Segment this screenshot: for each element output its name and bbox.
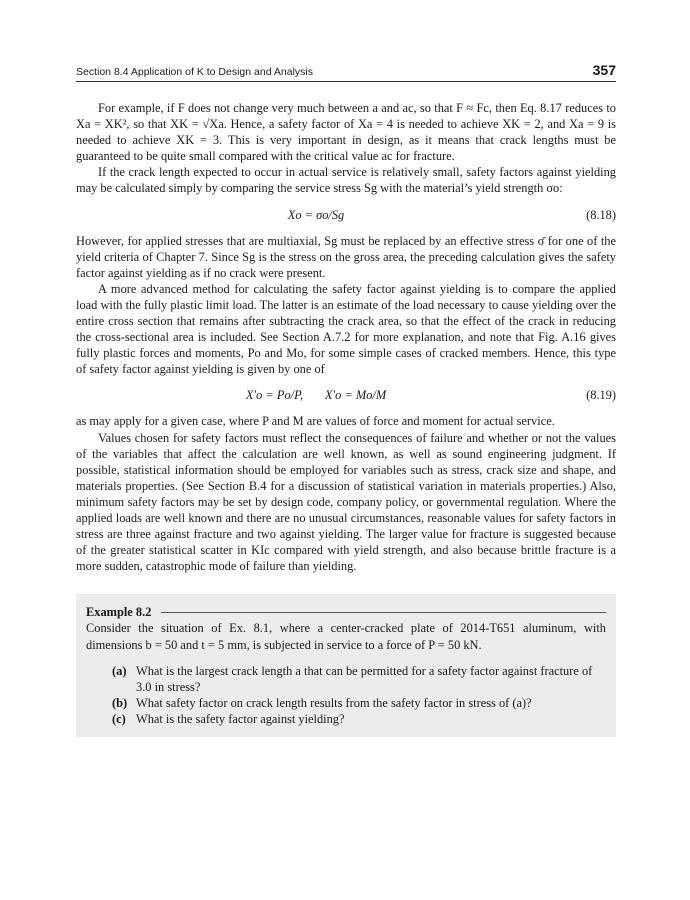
equation-8-19 — [76, 385, 616, 405]
question-label: (a) — [112, 663, 127, 678]
equation-8-19-expression — [76, 387, 556, 403]
paragraph-example-ratio: For example, if F does not change very much between a and ac, so that F ≈ Fc, then Eq. 8.17 reduces to Xa = XK², so that XK = √Xa. Hence, a safety factor of Xa = 4 is needed to achieve XK = 2, and Xa = 9 is needed to achieve XK = 3. This is very important in design, as it means that crack lengths must be guaranteed to be quite small compared with the critical value ac for fracture. — [76, 101, 616, 164]
example-title: Example 8.2 — [86, 605, 152, 620]
paragraph-force-moment: as may apply for a given case, where P and M are values of force and moment for actual service. — [76, 414, 555, 429]
question-label: (b) — [112, 695, 128, 710]
example-box — [76, 594, 616, 737]
question-text: What is the safety factor against yielding? — [136, 711, 345, 726]
example-question — [112, 695, 606, 711]
example-question — [112, 663, 606, 695]
body-text — [76, 100, 616, 574]
equation-8-19-number: (8.19) — [586, 388, 616, 403]
equation-8-18 — [76, 205, 616, 225]
question-text: What safety factor on crack length results from the safety factor in stress of (a)? — [136, 695, 532, 710]
page — [76, 62, 616, 737]
paragraph-fully-plastic: A more advanced method for calculating the safety factor against yielding is to compare the applied load with the fully plastic limit load. The latter is an estimate of the load necessary to cause yielding over the entire cross section that remains after subtracting the crack area, so that the effect of the crack in reducing the cross-sectional area is included. See Section A.7.2 for more explanation, and note that Fig. A.16 gives fully plastic forces and moments, Po and Mo, for some simple cases of cracked members. Hence, this type of safety factor against yielding is given by one of — [76, 281, 616, 377]
example-questions — [86, 663, 606, 727]
question-label: (c) — [112, 711, 126, 726]
equation-8-18-number: (8.18) — [586, 207, 616, 222]
section-title: Section 8.4 Application of K to Design and Analysis — [76, 66, 313, 78]
equation-8-19-right: X′o = Mo/M — [324, 388, 387, 403]
example-body: Consider the situation of Ex. 8.1, where a center-cracked plate of 2014-T651 aluminum, with dimensions b = 50 and t = 5 mm, is subjected in service to a force of P = 50 kN. — [86, 621, 606, 652]
example-header — [86, 604, 606, 620]
equation-8-19-left: X′o = Po/P, — [245, 388, 304, 403]
paragraph-safety-values: Values chosen for safety factors must reflect the consequences of failure and whether or not the values of the variables that affect the calculation are well known, as well as sound engineering judgment. If possible, statistical information should be employed for variables such as stress, crack size and shape, and materials properties. (See Section B.4 for a discussion of statistical variation in materials properties.) Also, minimum safety factors may be set by design code, company policy, or governmental regulation. Where the applied loads are well known and there are no unusual circumstances, reasonable values for safety factors in stress are three against fracture and two against yielding. The larger value for fracture is suggested because of the greater statistical scatter in KIc compared with yield strength, and also because brittle fracture is a more sudden, catastrophic mode of failure than yielding. — [76, 430, 616, 574]
question-text: What is the largest crack length a that can be permitted for a safety factor against fracture of 3.0 in stress? — [136, 663, 593, 694]
paragraph-yielding: If the crack length expected to occur in actual service is relatively small, safety factors against yielding may be calculated simply by comparing the service stress Sg with the material’s yield strength σo: — [76, 165, 616, 196]
page-number: 357 — [592, 62, 616, 78]
paragraph-multiaxial: However, for applied stresses that are multiaxial, Sg must be replaced by an effective stress σ̄ for one of the yield criteria of Chapter 7. Since Sg is the stress on the gross area, the preceding calculation gives the safety factor against yielding as if no crack were present. — [76, 233, 616, 280]
running-header — [76, 62, 616, 82]
example-question — [112, 711, 606, 727]
example-title-rule — [161, 612, 606, 613]
equation-8-18-expression: Xo = σo/Sg — [287, 207, 345, 222]
